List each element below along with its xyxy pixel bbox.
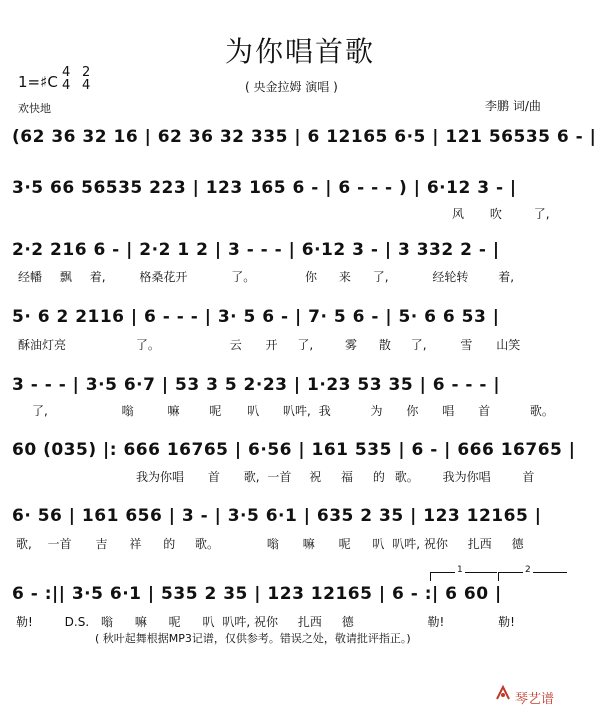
lyric: 嗡 — [100, 615, 113, 629]
lyric: 的 — [163, 537, 176, 551]
score-lyrics-row-4 — [12, 336, 588, 353]
score-notes-row-8: 6 - :|| 3·5 6·1 | 535 2 35 | 123 12165 | 6 - :| 6 60 | — [12, 584, 502, 604]
lyric: 一首 — [47, 537, 72, 551]
lyric: 福 — [341, 470, 354, 484]
watermark-text: 琴艺谱 — [515, 692, 555, 707]
score-lyrics-row-2 — [12, 205, 588, 222]
score-notes-row-5: 3 - - - | 3·5 6·7 | 53 3 5 2·23 | 1·23 53 35 | 6 - - - | — [12, 375, 501, 395]
lyric: 勒! — [427, 615, 445, 629]
lyric: 嗡 — [121, 404, 134, 418]
tempo-marking: 欢快地 — [18, 102, 51, 115]
lyric: 叭 — [202, 615, 215, 629]
lyric: 开 — [265, 338, 278, 352]
lyric: 叭 — [247, 404, 260, 418]
score-notes-row-6: 60 (035) |: 666 16765 | 6·56 | 161 535 | 6 - | 666 16765 | — [12, 440, 576, 460]
lyric: 首 — [522, 470, 535, 484]
lyric: 散 — [378, 338, 391, 352]
lyric: 山笑 — [496, 338, 521, 352]
lyric: 了, — [410, 338, 427, 352]
score-notes-row-7: 6· 56 | 161 656 | 3 - | 3·5 6·1 | 635 2 35 | 123 12165 | — [12, 506, 542, 526]
score-lyrics-row-3 — [12, 268, 588, 285]
volta-bracket-1 — [430, 565, 497, 581]
score-lyrics-row-8 — [12, 613, 588, 630]
lyric: 为 — [370, 404, 383, 418]
lyric: 祝你 — [254, 615, 279, 629]
lyric: 嘛 — [134, 615, 147, 629]
lyric: 飘 — [59, 270, 72, 284]
lyric: 经幡 — [18, 270, 43, 284]
lyric: 嘛 — [302, 537, 315, 551]
author-credit: 李鹏 词/曲 — [485, 99, 541, 113]
lyric: 吉 — [95, 537, 108, 551]
lyric: 我为你唱 — [442, 470, 491, 484]
score-notes-row-2: 3·5 66 56535 223 | 123 165 6 - | 6 - - - ) | 6·12 3 - | — [12, 178, 517, 198]
lyric: 首 — [207, 470, 220, 484]
lyric: 的 — [372, 470, 385, 484]
watermark-logo-icon — [494, 684, 512, 702]
lyric: 德 — [341, 615, 354, 629]
lyric: 着, — [89, 270, 106, 284]
volta-number: 1 — [457, 565, 463, 575]
score-notes-row-3: 2·2 216 6 - | 2·2 1 2 | 3 - - - | 6·12 3 - | 3 332 2 - | — [12, 240, 500, 260]
meter-top: 4 — [62, 65, 71, 80]
lyric: 呢 — [338, 537, 351, 551]
lyric: 歌, — [16, 537, 32, 551]
lyric: 你 — [406, 404, 419, 418]
lyric: 了, — [297, 338, 314, 352]
lyric: 了, — [533, 207, 550, 221]
lyric: 一首 — [267, 470, 292, 484]
lyric: 云 — [229, 338, 242, 352]
lyric: 唱 — [442, 404, 455, 418]
lyric: 歌。 — [195, 537, 220, 551]
time-signature-44 — [62, 66, 70, 92]
lyric: 嗡 — [266, 537, 279, 551]
singer-credit: ( 央金拉姆 演唱 ) — [245, 80, 338, 94]
score-lyrics-row-6 — [12, 468, 588, 485]
lyric: 歌, — [243, 470, 260, 484]
lyric: 吹 — [489, 207, 502, 221]
lyric: 了, — [32, 404, 48, 418]
transcriber-note: ( 秋叶起舞根据MP3记谱，仅供参考。错误之处，敬请批评指正。) — [95, 632, 411, 645]
score-lyrics-row-7 — [12, 535, 588, 552]
lyric: 我 — [318, 404, 331, 418]
lyric: 勒! — [498, 615, 515, 629]
lyric: 雾 — [345, 338, 358, 352]
lyric: 你 — [305, 270, 318, 284]
lyric: 了。 — [135, 338, 160, 352]
score-notes-row-4: 5· 6 2 2116 | 6 - - - | 3· 5 6 - | 7· 5 6 - | 5· 6 6 53 | — [12, 307, 500, 327]
lyric: 风 — [452, 207, 465, 221]
meter-top: 2 — [82, 65, 91, 80]
lyric: 着, — [498, 270, 515, 284]
lyric: 叭 — [372, 537, 385, 551]
lyric: 首 — [478, 404, 491, 418]
page-title: 为你唱首歌 — [224, 35, 375, 68]
lyric: 经轮转 — [432, 270, 469, 284]
lyric: 叭吽, — [283, 404, 311, 418]
lyric: 呢 — [168, 615, 181, 629]
lyric: 了, — [372, 270, 389, 284]
lyric: D.S. — [64, 615, 90, 629]
lyric: 酥油灯亮 — [18, 338, 67, 352]
lyric: 歌。 — [529, 404, 554, 418]
lyric: 格桑花开 — [139, 270, 188, 284]
volta-bracket-2 — [498, 565, 567, 581]
lyric: 扎西 — [297, 615, 322, 629]
time-signature-24 — [82, 66, 90, 92]
lyric: 来 — [338, 270, 351, 284]
lyric: 呢 — [209, 404, 222, 418]
lyric: 嘛 — [167, 404, 180, 418]
key-signature: 1=♯C — [18, 73, 58, 91]
lyric: 祥 — [129, 537, 142, 551]
lyric: 德 — [511, 537, 524, 551]
meter-bottom: 4 — [62, 78, 71, 93]
lyric: 扎西 — [467, 537, 492, 551]
lyric: 叭吽, — [222, 615, 251, 629]
lyric: 祝你 — [423, 537, 448, 551]
score-lyrics-row-5 — [12, 402, 588, 419]
lyric: 祝 — [309, 470, 322, 484]
lyric: 叭吽, — [392, 537, 421, 551]
score-notes-row-1: (62 36 32 16 | 62 36 32 335 | 6 12165 6·5 | 121 56535 6 - | — [12, 127, 597, 147]
volta-number: 2 — [525, 565, 531, 575]
lyric: 勒! — [16, 615, 33, 629]
lyric: 歌。 — [394, 470, 419, 484]
lyric: 了。 — [231, 270, 256, 284]
lyric: 雪 — [460, 338, 473, 352]
lyric: 我为你唱 — [136, 470, 185, 484]
meter-bottom: 4 — [82, 78, 91, 93]
